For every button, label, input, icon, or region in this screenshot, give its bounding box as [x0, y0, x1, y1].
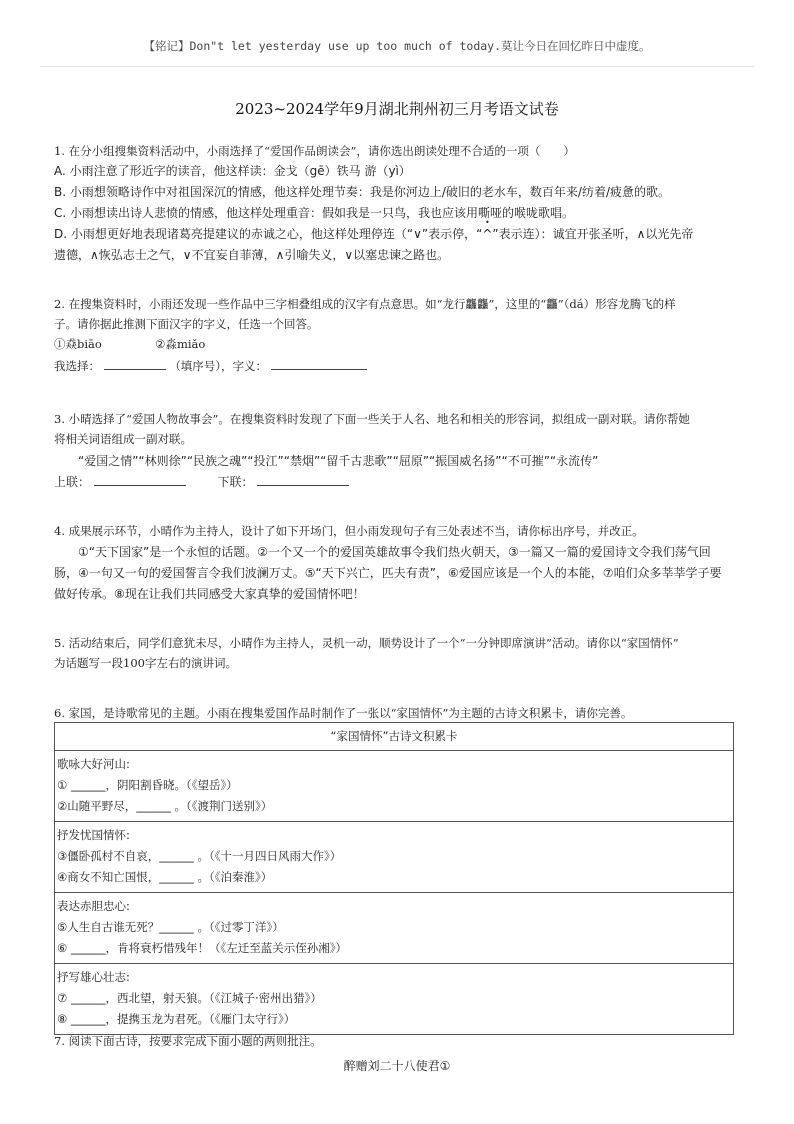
fill-line[interactable]: ③僵卧孤村不自哀，______ 。（《十一月四日风雨大作》）	[57, 849, 342, 863]
emphasis-dot-icon: •	[484, 218, 490, 227]
question-2-option-2: ②淼miǎo	[155, 337, 206, 351]
question-3-words: “爱国之情”“林则徐”“民族之魂”“投江”“禁烟”“留千古悲歌”“屈原”“振国威名扬”“不可摧”“永流传”	[78, 454, 599, 468]
group-heading: 歌咏大好河山:	[57, 757, 130, 771]
card-title: “家国情怀”古诗文积累卡	[55, 723, 734, 751]
question-5	[54, 633, 744, 673]
question-1-stem: 1. 在分小组搜集资料活动中，小雨选择了“爱国作品朗读会”，请你选出朗读处理不合适的一项（ ）	[54, 144, 575, 158]
poem-title: 醉赠刘二十八使君①	[343, 1059, 451, 1073]
question-2-stem-line1: 2. 在搜集资料时，小雨还发现一些作品中三字相叠组成的汉字有点意思。如“龙行龘龘”，这里的“龘”（dá）形容龙腾飞的样	[54, 297, 676, 311]
group-heading: 抒写雄心壮志:	[57, 970, 130, 984]
question-2	[54, 294, 744, 376]
question-1-option-c: C. 小雨想读出诗人悲愤的情感，他这样处理重音：假如我是一只鸟，我也应该用嘶哑的喉咙歌唱。	[54, 206, 575, 220]
meaning-blank[interactable]	[271, 357, 367, 370]
header-motto: 【铭记】Don"t let yesterday use up too much of today.莫让今日在回忆昨日中虚度。	[143, 39, 651, 53]
fill-line[interactable]: ⑦ ______，西北望，射天狼。（《江城子·密州出猎》）	[57, 991, 322, 1005]
fill-line[interactable]: ⑥ ______，肯将衰朽惜残年！（《左迁至蓝关示侄孙湘》）	[57, 941, 347, 955]
question-1-option-d	[54, 218, 744, 245]
question-3	[54, 409, 744, 493]
page-title: 2023~2024学年9月湖北荆州初三月考语文试卷	[235, 100, 559, 118]
question-5-stem-line1: 5. 活动结束后，同学们意犹未尽，小晴作为主持人，灵机一动，顺势设计了一个“一分钟即席演讲”活动。请你以“家国情怀”	[54, 636, 679, 650]
question-2-options	[54, 334, 744, 354]
question-3-stem-line1: 3. 小晴选择了“爱国人物故事会”。在搜集资料时发现了下面一些关于人名、地名和相关的形容词，拟组成一副对联。请你帮她	[54, 412, 690, 426]
upper-couplet-blank[interactable]	[94, 473, 186, 486]
question-4-stem: 4. 成果展示环节，小晴作为主持人，设计了如下开场门，但小雨发现句子有三处表述不当，请你标出序号，并改正。	[54, 524, 644, 538]
question-1	[54, 141, 744, 266]
card-group-1	[55, 751, 734, 822]
question-2-stem-line2: 子。请你据此推测下面汉字的字义，任选一个回答。	[54, 317, 319, 331]
card-group-2	[55, 822, 734, 893]
question-2-answer: 我选择： （填序号），字义：	[54, 356, 744, 376]
question-6	[54, 703, 744, 723]
fill-line[interactable]: ④商女不知亡国恨，______ 。（《泊秦淮》）	[57, 870, 273, 884]
question-2-option-1: ①猋biāo	[54, 337, 102, 351]
question-7	[54, 1031, 744, 1051]
question-7-stem: 7. 阅读下面古诗，按要求完成下面小题的两则批注。	[54, 1034, 322, 1048]
question-4-para-line2: 肠，④一句又一句的爱国誓言令我们波澜万丈。⑤“天下兴亡，匹夫有责”，⑥爱国应该是一个人的本能，⑦咱们众多莘莘学子要	[54, 566, 722, 580]
question-4-para-line3: 做好传承。⑧现在让我们共同感受大家真挚的爱国情怀吧！	[54, 587, 365, 601]
question-1-option-b: B. 小雨想领略诗作中对祖国深沉的情感，他这样处理节奏：我是你河边上/破旧的老水车，数百年来/纺着/疲惫的歌。	[54, 185, 670, 199]
fill-line[interactable]: ⑤人生自古谁无死？______ 。（《过零丁洋》）	[57, 920, 284, 934]
poetry-card-table	[54, 722, 734, 1035]
question-1-option-d-post: ”表示连）：诚宜开张圣听，∧以光先帝	[492, 227, 694, 241]
lower-couplet-blank[interactable]	[257, 473, 349, 486]
question-3-stem-line2: 将相关词语组成一副对联。	[54, 432, 192, 446]
dotted-mark: • ^	[482, 218, 493, 241]
question-6-stem: 6. 家国，是诗歌常见的主题。小雨在搜集爱国作品时制作了一张以“家国情怀”为主题的古诗文积累卡，请你完善。	[54, 706, 633, 720]
header-divider	[40, 66, 754, 67]
question-4-para-line1: ①“天下国家”是一个永恒的话题。②一个又一个的爱国英雄故事令我们热火朝天，③一篇又一篇的爱国诗文令我们荡气回	[78, 545, 711, 559]
question-4	[54, 521, 744, 605]
question-3-couplet: 上联： 下联：	[54, 472, 744, 493]
fill-line[interactable]: ②山随平野尽，______ 。（《渡荆门送别》）	[57, 799, 273, 813]
group-heading: 表达赤胆忠心:	[57, 899, 130, 913]
question-1-option-a: A. 小雨注意了形近字的读音，他这样读：金戈（gē）铁马 游（yì）	[54, 164, 411, 178]
choice-blank[interactable]	[104, 357, 166, 370]
question-1-option-d-cont: 遗德，∧恢弘志士之气，∨不宜妄自菲薄，∧引喻失义，∨以塞忠谏之路也。	[54, 248, 450, 262]
card-group-4	[55, 964, 734, 1035]
group-heading: 抒发忧国情怀:	[57, 828, 130, 842]
card-group-3	[55, 893, 734, 964]
fill-line[interactable]: ① ______，阴阳割昏晓。（《望岳》）	[57, 778, 238, 792]
fill-line[interactable]: ⑧ ______，提携玉龙为君死。（《雁门太守行》）	[57, 1012, 296, 1026]
question-1-option-d-pre: D. 小雨想更好地表现诸葛亮提建议的赤诚之心，他这样处理停连（“∨”表示停，“	[54, 227, 483, 241]
question-5-stem-line2: 为话题写一段100字左右的演讲词。	[54, 656, 237, 670]
